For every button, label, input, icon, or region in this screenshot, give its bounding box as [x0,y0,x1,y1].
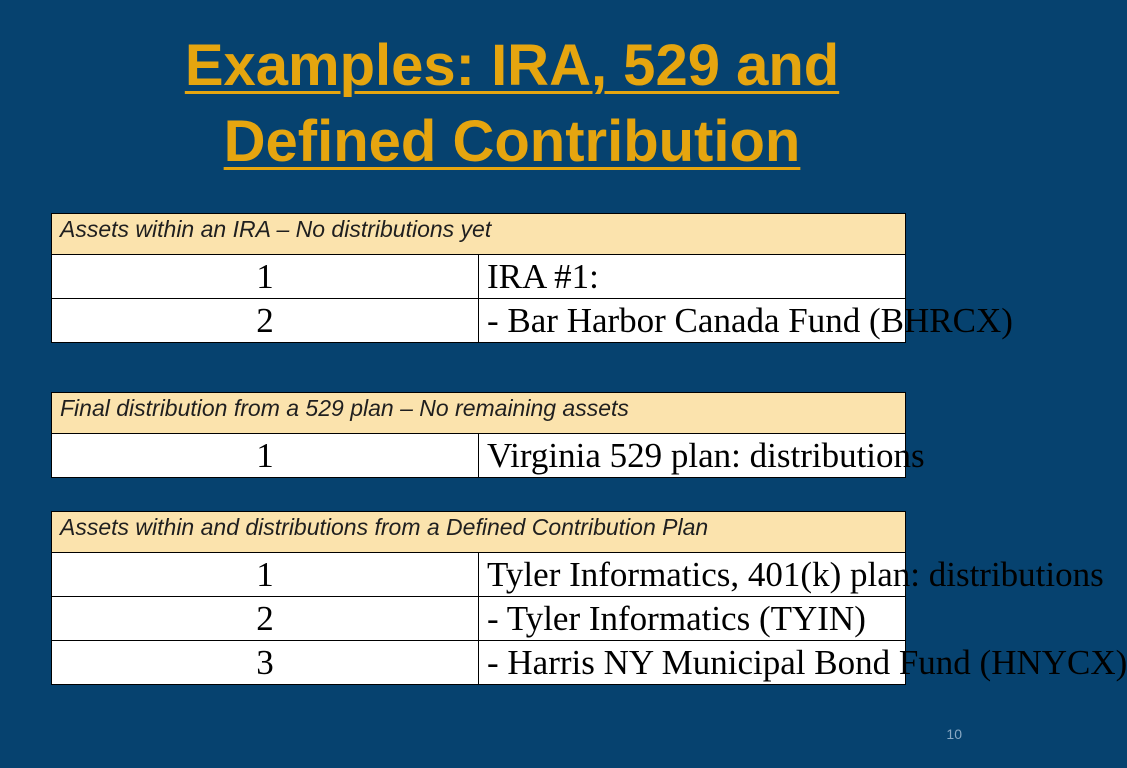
table-row [52,641,906,685]
table-header-row [52,214,906,255]
row-text: - Tyler Informatics (TYIN) [479,597,906,641]
row-number: 1 [52,255,479,299]
table-header-row [52,512,906,553]
table-header: Final distribution from a 529 plan – No remaining assets [52,393,906,434]
slide-title [0,28,1024,180]
slide-title-line-1: Examples: IRA, 529 and [184,33,840,98]
row-number: 2 [52,299,479,343]
table-header: Assets within and distributions from a Defined Contribution Plan [52,512,906,553]
row-number: 3 [52,641,479,685]
row-text: - Harris NY Municipal Bond Fund (HNYCX) [479,641,906,685]
slide-title-line-2: Defined Contribution [223,109,801,174]
row-number: 2 [52,597,479,641]
529-distribution-table [51,392,925,478]
row-text: Virginia 529 plan: distributions [479,434,906,478]
table-row [52,255,906,299]
ira-assets-table [51,213,1013,343]
table-header: Assets within an IRA – No distributions yet [52,214,906,255]
table-row [52,597,906,641]
row-number: 1 [52,553,479,597]
row-text: - Bar Harbor Canada Fund (BHRCX) [479,299,906,343]
table-row [52,553,906,597]
table-row [52,434,906,478]
defined-contribution-table [51,511,1127,685]
row-number: 1 [52,434,479,478]
page-number: 10 [946,726,962,742]
table-header-row [52,393,906,434]
table-row [52,299,906,343]
row-text: IRA #1: [479,255,906,299]
row-text: Tyler Informatics, 401(k) plan: distributions [479,553,906,597]
